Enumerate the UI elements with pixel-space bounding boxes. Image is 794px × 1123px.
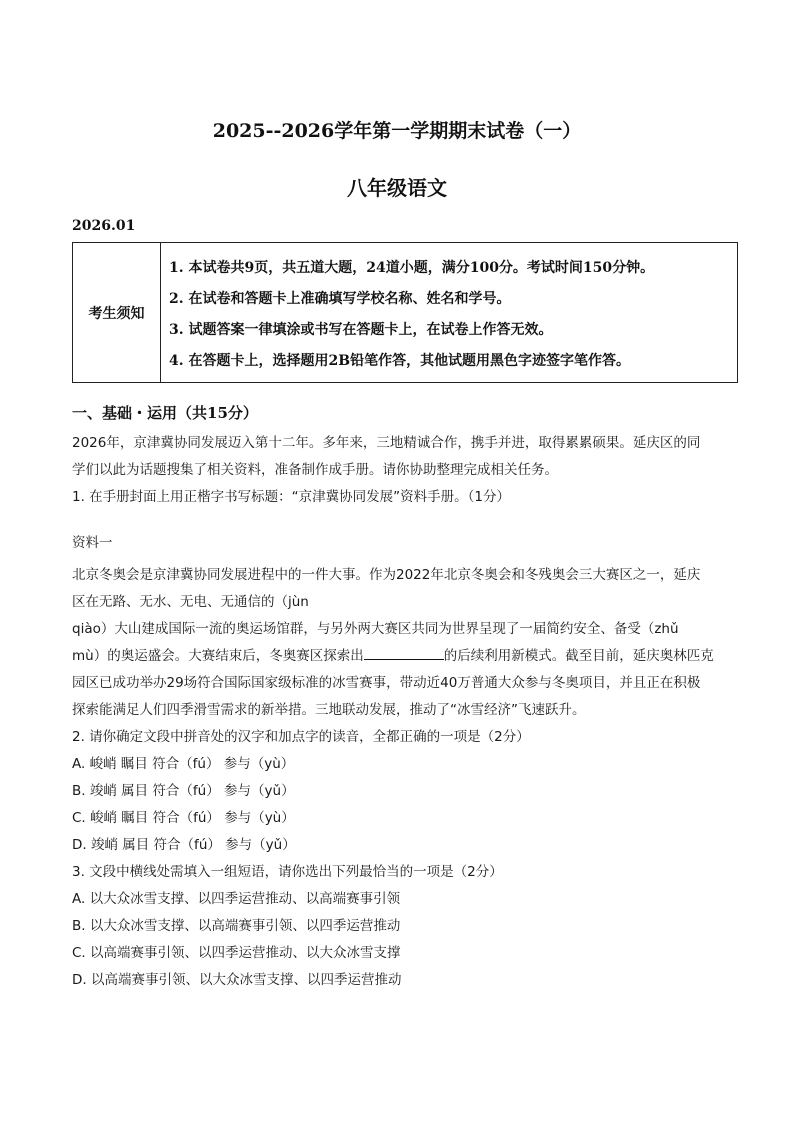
option-d: D. 以高端赛事引领、以大众冰雪支撑、以四季运营推动: [72, 972, 402, 988]
candidate-notice-box: [72, 242, 738, 383]
option-b: B. 以大众冰雪支撑、以高端赛事引领、以四季运营推动: [72, 918, 401, 934]
resource-label: [72, 530, 722, 557]
question-stem: 2. 请你确定文段中拼音处的汉字和加点字的读音，全都正确的一项是（2分）: [72, 729, 530, 745]
notice-item: 2. 在试卷和答题卡上准确填写学校名称、姓名和学号。: [169, 291, 511, 307]
question-3: [72, 859, 722, 994]
question-1: [72, 484, 722, 511]
option-d: D. 竣峭 属目 符合（fú） 参与（yǔ）: [72, 837, 296, 853]
question-stem: 3. 文段中横线处需填入一组短语，请你选出下列最恰当的一项是（2分）: [72, 864, 503, 880]
passage-line-with-blank: [72, 643, 722, 670]
option-b: B. 竣峭 属目 符合（fú） 参与（yǔ）: [72, 783, 295, 799]
exam-subtitle: 八年级语文: [347, 176, 447, 200]
intro-line: 2026年，京津冀协同发展迈入第十二年。多年来，三地精诚合作，携手并进，取得累累硕果。延庆区的同: [72, 435, 701, 451]
question-stem: 1. 在手册封面上用正楷字书写标题：“京津冀协同发展”资料手册。（1分）: [72, 489, 510, 505]
intro-line: 学们以此为话题搜集了相关资料，准备制作成手册。请你协助整理完成相关任务。: [72, 462, 558, 478]
intro-paragraph: [72, 430, 722, 484]
question-2: [72, 724, 722, 859]
passage-line: 区在无路、无水、无电、无通信的（jùn: [72, 594, 309, 610]
passage-text: mù）的奥运盛会。大赛结束后，冬奥赛区探索出: [72, 648, 364, 664]
notice-item: 1. 本试卷共9页，共五道大题，24道小题，满分100分。考试时间150分钟。: [169, 260, 655, 276]
exam-title: 2025--2026学年第一学期期末试卷（一）: [212, 120, 582, 142]
reading-passage: [72, 562, 722, 724]
option-c: C. 峻峭 瞩目 符合（fú） 参与（yù）: [72, 810, 295, 826]
passage-line: 北京冬奥会是京津冀协同发展进程中的一件大事。作为2022年北京冬奥会和冬残奥会三大赛区之一，延庆: [72, 567, 701, 583]
option-a: A. 以大众冰雪支撑、以四季运营推动、以高端赛事引领: [72, 891, 401, 907]
passage-line: 探索能满足人们四季滑雪需求的新举措。三地联动发展，推动了“冰雪经济”飞速跃升。: [72, 702, 586, 718]
option-c: C. 以高端赛事引领、以四季运营推动、以大众冰雪支撑: [72, 945, 401, 961]
notice-items: [169, 253, 729, 377]
fill-blank: [364, 645, 444, 660]
section-heading: 一、基础・运用（共15分）: [72, 404, 258, 422]
resource-title: 资料一: [72, 535, 113, 551]
exam-date: 2026.01: [72, 218, 136, 234]
passage-line: 园区已成功举办29场符合国际国家级标准的冰雪赛事，带动近40万普通大众参与冬奥项目，并且正在积极: [72, 675, 701, 691]
notice-item: 3. 试题答案一律填涂或书写在答题卡上，在试卷上作答无效。: [169, 322, 553, 338]
option-a: A. 峻峭 瞩目 符合（fú） 参与（yù）: [72, 756, 295, 772]
notice-item: 4. 在答题卡上，选择题用2B铅笔作答，其他试题用黑色字迹签字笔作答。: [169, 353, 631, 369]
passage-text: 的后续利用新模式。截至目前，延庆奥林匹克: [443, 648, 714, 664]
passage-line: qiào）大山建成国际一流的奥运场馆群，与另外两大赛区共同为世界呈现了一届简约安全、备受（zhǔ: [72, 621, 679, 637]
notice-label: 考生须知: [73, 243, 161, 382]
